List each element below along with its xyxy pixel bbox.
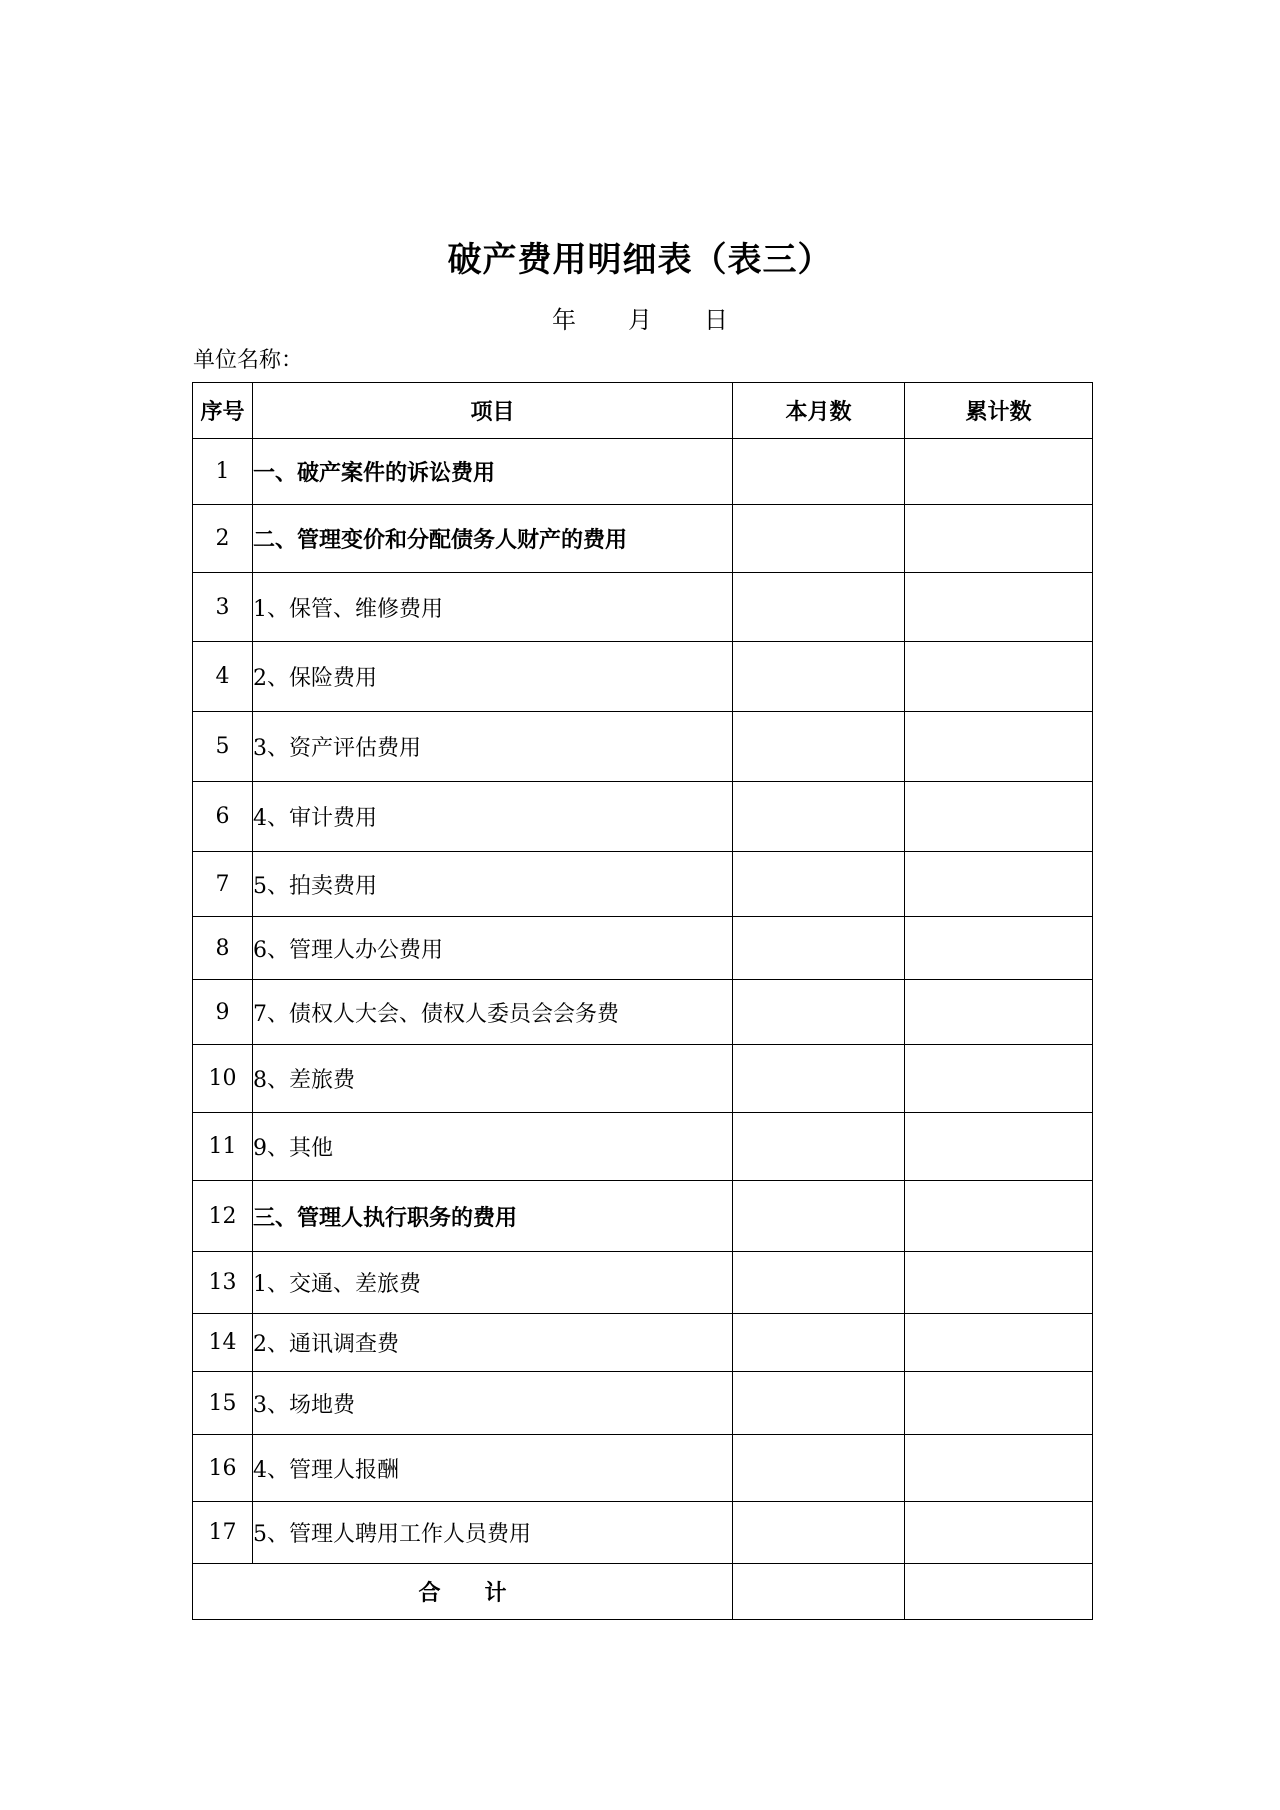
table-row: [193, 505, 1093, 573]
table-row: [193, 712, 1093, 782]
table-row: [193, 852, 1093, 917]
row-item: 一、破产案件的诉讼费用: [253, 439, 733, 505]
row-month-cell[interactable]: [733, 782, 905, 852]
date-month-label: 月: [628, 306, 652, 334]
unit-name-label: 单位名称：: [193, 348, 304, 373]
row-month-cell[interactable]: [733, 642, 905, 712]
row-month-cell[interactable]: [733, 573, 905, 642]
row-cumulative-cell[interactable]: [905, 642, 1093, 712]
row-cumulative-cell[interactable]: [905, 1113, 1093, 1181]
total-label-part2: 计: [484, 1581, 507, 1606]
row-item: 2、通讯调查费: [253, 1314, 733, 1372]
total-month-cell[interactable]: [733, 1564, 905, 1620]
row-item: 9、其他: [253, 1113, 733, 1181]
table-row: [193, 1045, 1093, 1113]
row-index: 11: [193, 1113, 253, 1181]
row-item: 4、管理人报酬: [253, 1435, 733, 1502]
row-item: 3、场地费: [253, 1372, 733, 1435]
row-month-cell[interactable]: [733, 1181, 905, 1252]
row-cumulative-cell[interactable]: [905, 505, 1093, 573]
row-index: 12: [193, 1181, 253, 1252]
row-item: 8、差旅费: [253, 1045, 733, 1113]
table-row: [193, 573, 1093, 642]
row-cumulative-cell[interactable]: [905, 1502, 1093, 1564]
row-cumulative-cell[interactable]: [905, 573, 1093, 642]
row-cumulative-cell[interactable]: [905, 1372, 1093, 1435]
row-cumulative-cell[interactable]: [905, 712, 1093, 782]
header-index: 序号: [193, 383, 253, 439]
row-cumulative-cell[interactable]: [905, 1314, 1093, 1372]
row-index: 14: [193, 1314, 253, 1372]
row-month-cell[interactable]: [733, 852, 905, 917]
row-item: 1、保管、维修费用: [253, 573, 733, 642]
table-row: [193, 917, 1093, 980]
row-cumulative-cell[interactable]: [905, 980, 1093, 1045]
row-item: 7、债权人大会、债权人委员会会务费: [253, 980, 733, 1045]
row-item: 2、保险费用: [253, 642, 733, 712]
row-month-cell[interactable]: [733, 1435, 905, 1502]
row-month-cell[interactable]: [733, 1502, 905, 1564]
table-row: [193, 642, 1093, 712]
row-index: 17: [193, 1502, 253, 1564]
expense-table: [192, 382, 1093, 1620]
row-index: 6: [193, 782, 253, 852]
document-title: 破产费用明细表（表三）: [447, 240, 833, 280]
row-cumulative-cell[interactable]: [905, 917, 1093, 980]
row-item: 5、管理人聘用工作人员费用: [253, 1502, 733, 1564]
row-month-cell[interactable]: [733, 1045, 905, 1113]
table-row: [193, 1252, 1093, 1314]
row-item: 6、管理人办公费用: [253, 917, 733, 980]
header-cumulative: 累计数: [905, 383, 1093, 439]
row-index: 15: [193, 1372, 253, 1435]
row-cumulative-cell[interactable]: [905, 852, 1093, 917]
row-month-cell[interactable]: [733, 980, 905, 1045]
row-index: 4: [193, 642, 253, 712]
table-row: [193, 1435, 1093, 1502]
row-cumulative-cell[interactable]: [905, 1252, 1093, 1314]
table-row: [193, 980, 1093, 1045]
header-item: 项目: [253, 383, 733, 439]
row-month-cell[interactable]: [733, 439, 905, 505]
row-index: 3: [193, 573, 253, 642]
row-index: 16: [193, 1435, 253, 1502]
row-month-cell[interactable]: [733, 1372, 905, 1435]
row-month-cell[interactable]: [733, 1252, 905, 1314]
row-month-cell[interactable]: [733, 1113, 905, 1181]
row-item: 5、拍卖费用: [253, 852, 733, 917]
table-row: [193, 1181, 1093, 1252]
row-index: 10: [193, 1045, 253, 1113]
row-cumulative-cell[interactable]: [905, 1435, 1093, 1502]
total-row: [193, 1564, 1093, 1620]
table-row: [193, 782, 1093, 852]
row-cumulative-cell[interactable]: [905, 1181, 1093, 1252]
row-month-cell[interactable]: [733, 712, 905, 782]
table-row: [193, 1372, 1093, 1435]
table-row: [193, 1314, 1093, 1372]
header-month: 本月数: [733, 383, 905, 439]
row-index: 9: [193, 980, 253, 1045]
row-month-cell[interactable]: [733, 917, 905, 980]
row-index: 8: [193, 917, 253, 980]
total-label-part1: 合: [418, 1581, 441, 1606]
date-day-label: 日: [704, 306, 728, 334]
row-month-cell[interactable]: [733, 1314, 905, 1372]
row-index: 7: [193, 852, 253, 917]
row-item: 1、交通、差旅费: [253, 1252, 733, 1314]
table-row: [193, 1502, 1093, 1564]
row-month-cell[interactable]: [733, 505, 905, 573]
row-item: 二、管理变价和分配债务人财产的费用: [253, 505, 733, 573]
date-year-label: 年: [552, 306, 576, 334]
row-cumulative-cell[interactable]: [905, 439, 1093, 505]
row-index: 2: [193, 505, 253, 573]
row-index: 5: [193, 712, 253, 782]
row-cumulative-cell[interactable]: [905, 1045, 1093, 1113]
total-label: [193, 1564, 733, 1620]
table-row: [193, 1113, 1093, 1181]
row-index: 1: [193, 439, 253, 505]
row-item: 3、资产评估费用: [253, 712, 733, 782]
table-header-row: [193, 383, 1093, 439]
row-item: 三、管理人执行职务的费用: [253, 1181, 733, 1252]
total-cumulative-cell[interactable]: [905, 1564, 1093, 1620]
table-row: [193, 439, 1093, 505]
row-index: 13: [193, 1252, 253, 1314]
row-item: 4、审计费用: [253, 782, 733, 852]
date-line: [0, 303, 1280, 337]
row-cumulative-cell[interactable]: [905, 782, 1093, 852]
